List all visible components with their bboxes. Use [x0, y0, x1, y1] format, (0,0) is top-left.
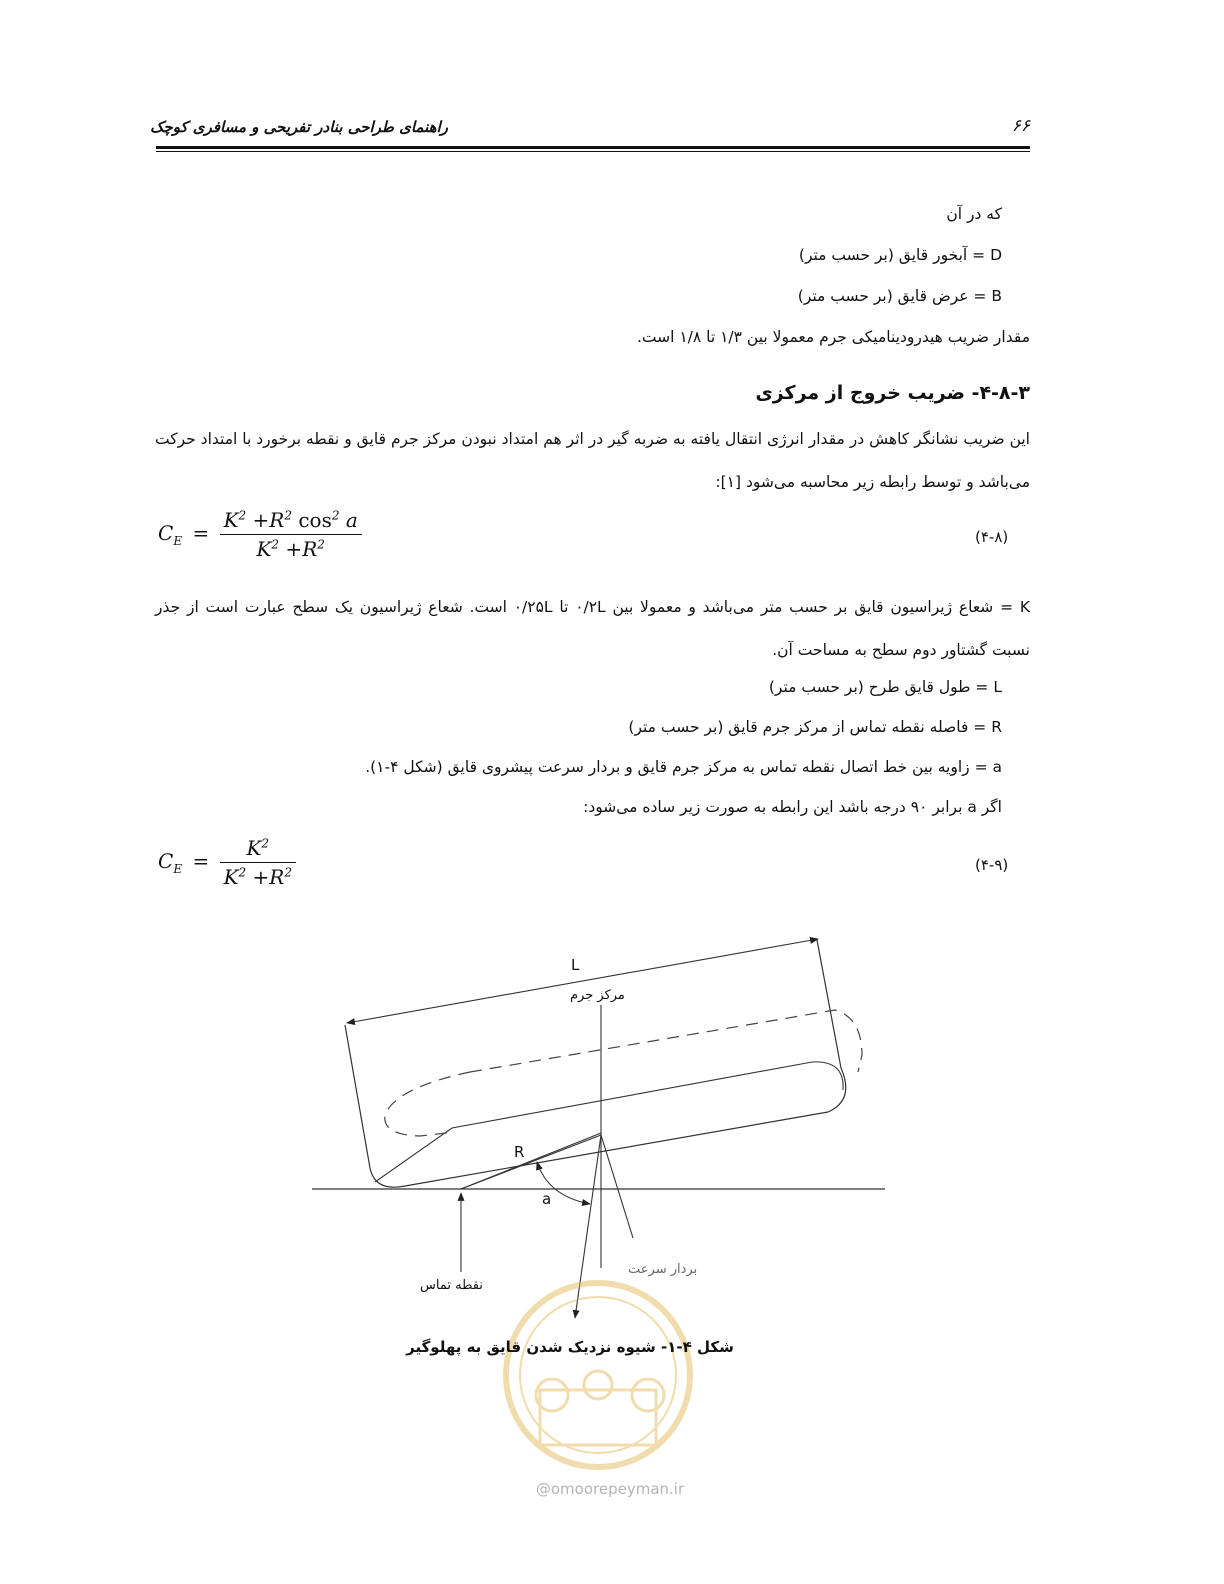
section-paragraph: این ضریب نشانگر کاهش در مقدار انرژی انتقال یافته به ضربه گیر در اثر هم امتداد نبودن مرکز جرم قایق و نقطه برخورد با امتداد حرکت می‌باشد و توسط رابطه زیر محاسبه می‌شود [۱]: [155, 430, 1030, 491]
definition-L: L = طول قایق طرح (بر حسب متر) [768, 678, 1002, 696]
equation-number-2: (۴-۹) [975, 856, 1009, 874]
running-header-title: راهنمای طراحی بنادر تفریحی و مسافری کوچک [150, 118, 448, 136]
definition-R: R = فاصله نقطه تماس از مرکز جرم قایق (بر حسب متر) [628, 718, 1002, 736]
definition-a: a = زاویه بین خط اتصال نقطه تماس به مرکز جرم قایق و بردار سرعت پیشروی قایق (شکل ۴-۱). [365, 758, 1002, 776]
guide-line [601, 1135, 633, 1238]
label-a: a [542, 1190, 552, 1208]
formula2-equals: = [192, 849, 210, 873]
formula-equals: = [192, 521, 210, 545]
section-heading: ۴-۸-۳- ضریب خروج از مرکزی [755, 382, 1030, 404]
formula-lhs: $C_E$ [158, 521, 183, 548]
label-contact-point: نقطه تماس [420, 1278, 483, 1293]
formula-denominator: $K^2 +R^2$ [256, 537, 325, 561]
label-L: L [571, 956, 580, 974]
simplification-note: اگر a برابر ۹۰ درجه باشد این رابطه به صورت زیر ساده می‌شود: [583, 798, 1002, 816]
where-line: که در آن [946, 205, 1002, 223]
definition-D: D = آبخور قایق (بر حسب متر) [798, 246, 1002, 264]
definition-K: K = شعاع ژیراسیون قایق بر حسب متر می‌باشد و معمولا بین ۰/۲L تا ۰/۲۵L است. شعاع ژیراسیون یک سطح عبارت است از جذر نسبت گشتاور دوم سطح به مساحت آن. [155, 598, 1031, 659]
equation-number-1: (۴-۸) [975, 528, 1009, 546]
watermark-seal [506, 1283, 690, 1467]
boat-dashed-hull [385, 1010, 862, 1136]
label-velocity-vector: بردار سرعت [628, 1262, 698, 1277]
label-R: R [514, 1143, 525, 1161]
formula2-numerator: $K^2$ [220, 836, 296, 863]
formula2-lhs: $C_E$ [158, 849, 183, 876]
watermark-url: @omoorepeyman.ir [535, 1480, 685, 1498]
length-dimension-arrow [347, 939, 818, 1023]
velocity-vector-arrow [575, 1135, 601, 1318]
label-center-of-mass: مرکز جرم [570, 988, 625, 1003]
definition-B: B = عرض قایق (بر حسب متر) [797, 287, 1002, 305]
page-number: ۶۶ [1011, 116, 1030, 136]
figure-caption: شکل ۴-۱- شیوه نزدیک شدن قایق به پهلوگیر [406, 1338, 734, 1356]
hydro-coefficient-note: مقدار ضریب هیدرودینامیکی جرم معمولا بین ۱/۳ تا ۱/۸ است. [636, 328, 1030, 346]
contact-to-center-line [461, 1135, 601, 1189]
formula-numerator: $K^2 +R^2$ $\cos^2 a$ [220, 508, 362, 535]
formula2-denominator: $K^2 +R^2$ [223, 865, 292, 889]
